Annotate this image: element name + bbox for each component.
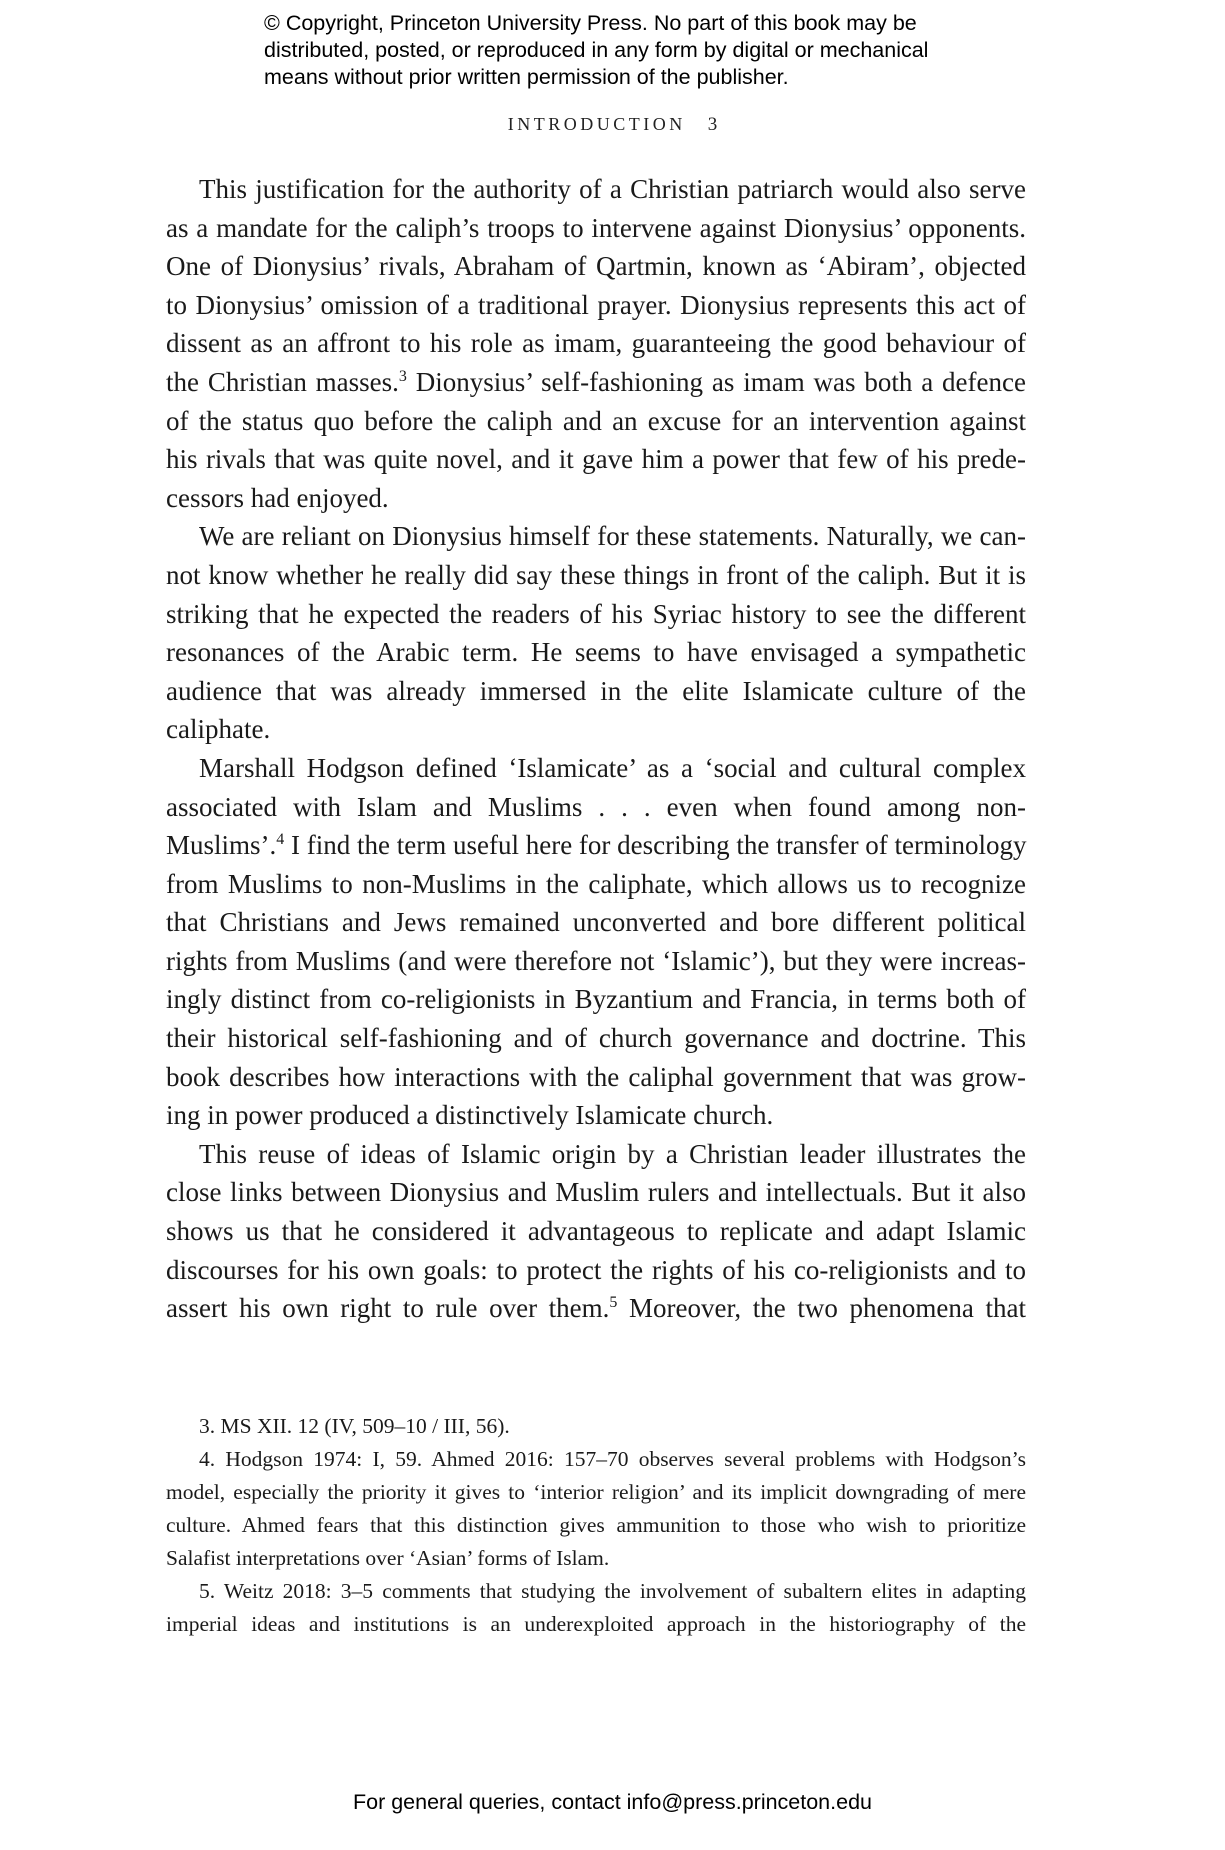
text-segment: Dionysius’ self-fashioning as imam was both a defence xyxy=(406,366,1026,397)
text-line: to Dionysius’ omission of a traditional prayer. Dionysius represents this act of xyxy=(166,289,1026,320)
text-line: One of Dionysius’ rivals, Abraham of Qartmin, known as ‘Abiram’, objected xyxy=(166,251,1026,282)
paragraph xyxy=(166,517,1026,749)
text-line: ing in power produced a distinctively Islamicate church. xyxy=(166,1100,774,1131)
footnote xyxy=(166,1443,1026,1575)
footnote-ref[interactable]: 3 xyxy=(398,367,407,385)
running-head-title: INTRODUCTION xyxy=(507,114,686,134)
text-segment: Muslims’. xyxy=(166,830,277,861)
footnote-line: 3. MS XII. 12 (IV, 509–10 / III, 56). xyxy=(199,1414,510,1438)
text-line: dissent as an affront to his role as imam, guaranteeing the good behaviour of xyxy=(166,328,1026,359)
text-segment: assert his own right to rule over them. xyxy=(166,1293,610,1324)
paragraph xyxy=(166,1135,1026,1328)
text-line: of the status quo before the caliph and an excuse for an intervention against xyxy=(166,405,1026,436)
main-text xyxy=(166,170,1026,1328)
running-head xyxy=(0,114,1225,136)
paragraph xyxy=(166,170,1026,517)
text-segment: Moreover, the two phenomena that xyxy=(617,1293,1026,1324)
text-line: striking that he expected the readers of his Syriac history to see the different xyxy=(166,598,1026,629)
text-line: from Muslims to non-Muslims in the caliphate, which allows us to recognize xyxy=(166,868,1026,899)
footnote xyxy=(166,1575,1026,1641)
copyright-line: distributed, posted, or reproduced in any form by digital or mechanical xyxy=(264,38,929,62)
text-line-with-note xyxy=(166,363,1026,402)
footnote-line: culture. Ahmed fears that this distinction gives ammunition to those who wish to prioritize xyxy=(166,1513,1026,1537)
text-line-with-note xyxy=(166,1289,1026,1328)
contact-footer: For general queries, contact info@press.princeton.edu xyxy=(352,1790,872,1814)
footnote xyxy=(166,1410,1026,1443)
text-line: Marshall Hodgson defined ‘Islamicate’ as a ‘social and cultural complex xyxy=(199,752,1026,783)
page-number: 3 xyxy=(707,114,718,135)
text-line: ingly distinct from co-religionists in Byzantium and Francia, in terms both of xyxy=(166,984,1026,1015)
text-line: discourses for his own goals: to protect the rights of his co-religionists and to xyxy=(166,1254,1026,1285)
footnotes xyxy=(166,1410,1026,1641)
text-segment: I find the term useful here for describing the transfer of terminology xyxy=(284,830,1027,861)
footnote-line: imperial ideas and institutions is an underexploited approach in the historiography of the xyxy=(166,1612,1026,1636)
copyright-notice xyxy=(264,10,1024,91)
footnote-line: 4. Hodgson 1974: I, 59. Ahmed 2016: 157–70 observes several problems with Hodgson’s xyxy=(199,1447,1026,1471)
text-line: resonances of the Arabic term. He seems to have envisaged a sympathetic xyxy=(166,637,1026,668)
footnote-ref[interactable]: 5 xyxy=(609,1294,618,1312)
copyright-line: means without prior written permission of the publisher. xyxy=(264,65,789,89)
text-line: shows us that he considered it advantageous to replicate and adapt Islamic xyxy=(166,1216,1026,1247)
text-line: This justification for the authority of a Christian patriarch would also serve xyxy=(199,174,1026,204)
text-line: their historical self-fashioning and of church governance and doctrine. This xyxy=(166,1023,1026,1054)
text-line-with-note xyxy=(166,826,1026,865)
text-line: as a mandate for the caliph’s troops to intervene against Dionysius’ opponents. xyxy=(166,212,1026,243)
copyright-line: © Copyright, Princeton University Press. No part of this book may be xyxy=(264,11,917,35)
text-line: that Christians and Jews remained unconverted and bore different political xyxy=(166,907,1026,938)
text-line: This reuse of ideas of Islamic origin by a Christian leader illustrates the xyxy=(199,1138,1026,1169)
text-line: not know whether he really did say these things in front of the caliph. But it is xyxy=(166,559,1026,590)
footnote-line: 5. Weitz 2018: 3–5 comments that studying the involvement of subaltern elites in adapting xyxy=(199,1579,1026,1603)
footnote-ref[interactable]: 4 xyxy=(276,831,285,849)
text-line: close links between Dionysius and Muslim rulers and intellectuals. But it also xyxy=(166,1177,1026,1208)
text-segment: the Christian masses. xyxy=(166,366,399,397)
text-line: his rivals that was quite novel, and it gave him a power that few of his prede- xyxy=(166,444,1026,475)
footnote-line: model, especially the priority it gives to ‘interior religion’ and its implicit downgrading of mere xyxy=(166,1480,1026,1504)
text-line: caliphate. xyxy=(166,714,271,745)
text-line: We are reliant on Dionysius himself for these statements. Naturally, we can- xyxy=(199,521,1026,552)
text-line: book describes how interactions with the caliphal government that was grow- xyxy=(166,1061,1026,1092)
footnote-line: Salafist interpretations over ‘Asian’ forms of Islam. xyxy=(166,1546,610,1570)
text-line: cessors had enjoyed. xyxy=(166,482,389,513)
text-line: audience that was already immersed in the elite Islamicate culture of the xyxy=(166,675,1026,706)
paragraph xyxy=(166,749,1026,1135)
text-line: rights from Muslims (and were therefore not ‘Islamic’), but they were increas- xyxy=(166,945,1026,976)
text-line: associated with Islam and Muslims . . . even when found among non- xyxy=(166,791,1026,822)
